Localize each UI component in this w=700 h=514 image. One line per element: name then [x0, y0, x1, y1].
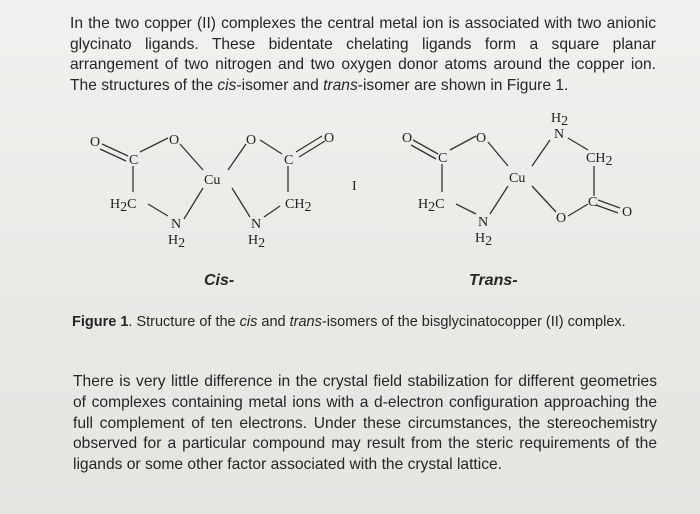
cis-atom-c: C [129, 153, 139, 168]
trans-h2c-h: H [418, 197, 429, 212]
cis-bond-o-c-right [260, 140, 282, 154]
trans-h2c-sub: 2 [428, 200, 436, 215]
trans-bond-cu-n-right [532, 140, 550, 166]
trans-atom-n: N [554, 127, 565, 142]
trans-atom-o: O [622, 205, 633, 220]
cis-h2c-c: C [127, 197, 137, 212]
figure-separator: I [352, 179, 357, 194]
trans-nh2-bottom-sub: 2 [485, 234, 493, 249]
trans-bond-o-cu-left [488, 142, 508, 166]
cis-ch2-text: CH [285, 197, 305, 212]
cis-bond-n-cu-left [184, 188, 203, 219]
trans-nh2-top-h-text: H [551, 111, 562, 126]
trans-atom-c: C [588, 195, 598, 210]
caption-text-3: -isomers of the bisglycinatocopper (II) complex. [321, 314, 626, 330]
cis-nh2-right [248, 233, 265, 251]
cis-h2c-h: H [110, 197, 121, 212]
body-paragraph: There is very little difference in the crystal field stabilization for different geometries of complexes containing metal ions with a d-electron configuration approaching the full complement of ten electrons. Under these circumstances, the stereochemistry observed for a particular compound may result from the steric requirements of the ligands or some other factor associated with the crystal lattice. [73, 373, 657, 474]
cis-h2c-sub: 2 [120, 200, 128, 215]
cis-atom-o: O [169, 133, 180, 148]
cis-atom-n: N [171, 217, 182, 232]
trans-nh2-top-sub: 2 [561, 114, 569, 129]
cis-bond-n-cu-right [232, 188, 250, 217]
trans-ch2-right [586, 151, 612, 169]
cis-carbonyl-bond-left-2 [100, 149, 126, 161]
cis-atom-o: O [324, 131, 335, 146]
intro-text-3: -isomer are shown in Figure 1. [357, 76, 569, 94]
trans-atom-n: N [478, 215, 489, 230]
trans-bond-c-o-right [568, 204, 588, 216]
cis-nh2-h: H [248, 233, 259, 248]
trans-atom-o: O [402, 131, 413, 146]
trans-structure [402, 111, 632, 249]
cis-carbonyl-bond-right-2 [299, 141, 325, 157]
trans-ch2-sub: 2 [605, 154, 613, 169]
trans-nh2-bottom-h: H [475, 231, 486, 246]
cis-isomer-label: Cis- [204, 272, 235, 289]
trans-bond-c-o-left [450, 136, 476, 150]
caption-cis-term: cis [239, 314, 258, 330]
cis-ch2-right [285, 197, 311, 215]
caption-text-1: . Structure of the [128, 314, 240, 330]
caption-text-2: and [257, 314, 290, 330]
cis-structure [90, 131, 334, 251]
trans-bond-n-ch2-right [568, 138, 588, 150]
cis-nh2-sub: 2 [258, 236, 266, 251]
trans-h2c-c: C [435, 197, 445, 212]
cis-atom-o: O [90, 135, 101, 150]
caption-figure-number: Figure 1 [72, 314, 129, 330]
trans-atom-cu: Cu [509, 171, 526, 186]
cis-bond-c-o-left [140, 138, 168, 152]
cis-bond-o-cu-left [180, 144, 203, 170]
intro-text-1: In the two copper (II) complexes the central metal ion is associated with two anionic glycinato ligands. These bidentate chelating ligands form a square planar arrangement of two nitrogen and two oxygen donor atoms around the copper ion. The structures of the [70, 15, 656, 94]
trans-bond-o-cu-right [532, 186, 556, 212]
trans-carbonyl-bond-left [413, 140, 438, 154]
trans-bond-ch2-n-left [456, 204, 476, 214]
figure-structures [80, 104, 640, 254]
intro-text-2: -isomer and [236, 76, 324, 94]
intro-trans-term: trans [323, 76, 358, 94]
caption-trans-term: trans [289, 314, 322, 330]
cis-carbonyl-bond-left [102, 144, 128, 156]
trans-nh2-bottom [475, 231, 492, 249]
trans-bond-n-cu-left [490, 186, 508, 214]
trans-ch2-text: CH [586, 151, 606, 166]
cis-nh2-h: H [168, 233, 179, 248]
cis-atom-o: O [246, 133, 257, 148]
trans-atom-o: O [476, 131, 487, 146]
cis-h2c-left [110, 197, 136, 215]
trans-carbonyl-bond-left-2 [411, 145, 436, 159]
intro-paragraph [70, 14, 656, 96]
cis-carbonyl-bond-right [296, 136, 322, 152]
cis-bond-ch2-n-right [264, 206, 280, 217]
cis-bond-cu-o-right [228, 144, 246, 170]
cis-ch2-sub: 2 [304, 200, 312, 215]
cis-nh2-sub: 2 [178, 236, 186, 251]
trans-atom-c: C [438, 151, 448, 166]
cis-atom-c: C [284, 153, 294, 168]
trans-atom-o: O [556, 211, 567, 226]
cis-atom-cu: Cu [204, 173, 221, 188]
trans-isomer-label: Trans- [469, 272, 518, 289]
trans-h2c-left [418, 197, 444, 215]
cis-bond-ch2-n-left [148, 204, 168, 216]
cis-nh2-left [168, 233, 185, 251]
intro-cis-term: cis [217, 76, 237, 94]
figure-caption [72, 313, 662, 331]
cis-atom-n: N [251, 217, 262, 232]
